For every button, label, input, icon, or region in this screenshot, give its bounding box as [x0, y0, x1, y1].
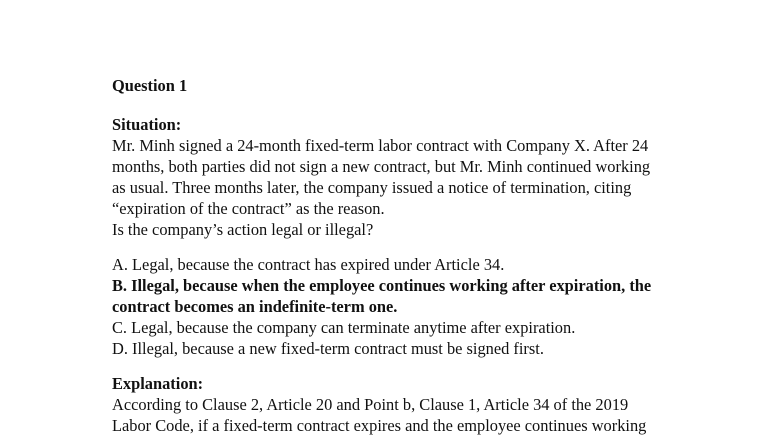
spacer [112, 359, 732, 373]
option-b-correct: B. Illegal, because when the employee continues working after expiration, the [112, 276, 652, 295]
explanation-line: Labor Code, if a fixed-term contract expires and the employee continues working [112, 416, 647, 435]
explanation-line: According to Clause 2, Article 20 and Point b, Clause 1, Article 34 of the 2019 [112, 395, 629, 414]
question-heading: Question 1 [112, 76, 188, 95]
situation-line: as usual. Three months later, the company issued a notice of termination, citing [112, 178, 632, 197]
option-d: D. Illegal, because a new fixed-term contract must be signed first. [112, 339, 544, 358]
situation-line: Mr. Minh signed a 24-month fixed-term labor contract with Company X. After 24 [112, 136, 649, 155]
situation-line: months, both parties did not sign a new contract, but Mr. Minh continued working [112, 157, 651, 176]
explanation-heading: Explanation: [112, 374, 204, 393]
option-a: A. Legal, because the contract has expired under Article 34. [112, 255, 505, 274]
question-prompt: Is the company’s action legal or illegal? [112, 220, 374, 239]
situation-heading: Situation: [112, 115, 182, 134]
document-content [112, 75, 732, 436]
option-c: C. Legal, because the company can terminate anytime after expiration. [112, 318, 576, 337]
situation-line: “expiration of the contract” as the reason. [112, 199, 385, 218]
option-b-correct-continued: contract becomes an indefinite-term one. [112, 297, 398, 316]
spacer [112, 240, 732, 254]
spacer [112, 96, 732, 114]
